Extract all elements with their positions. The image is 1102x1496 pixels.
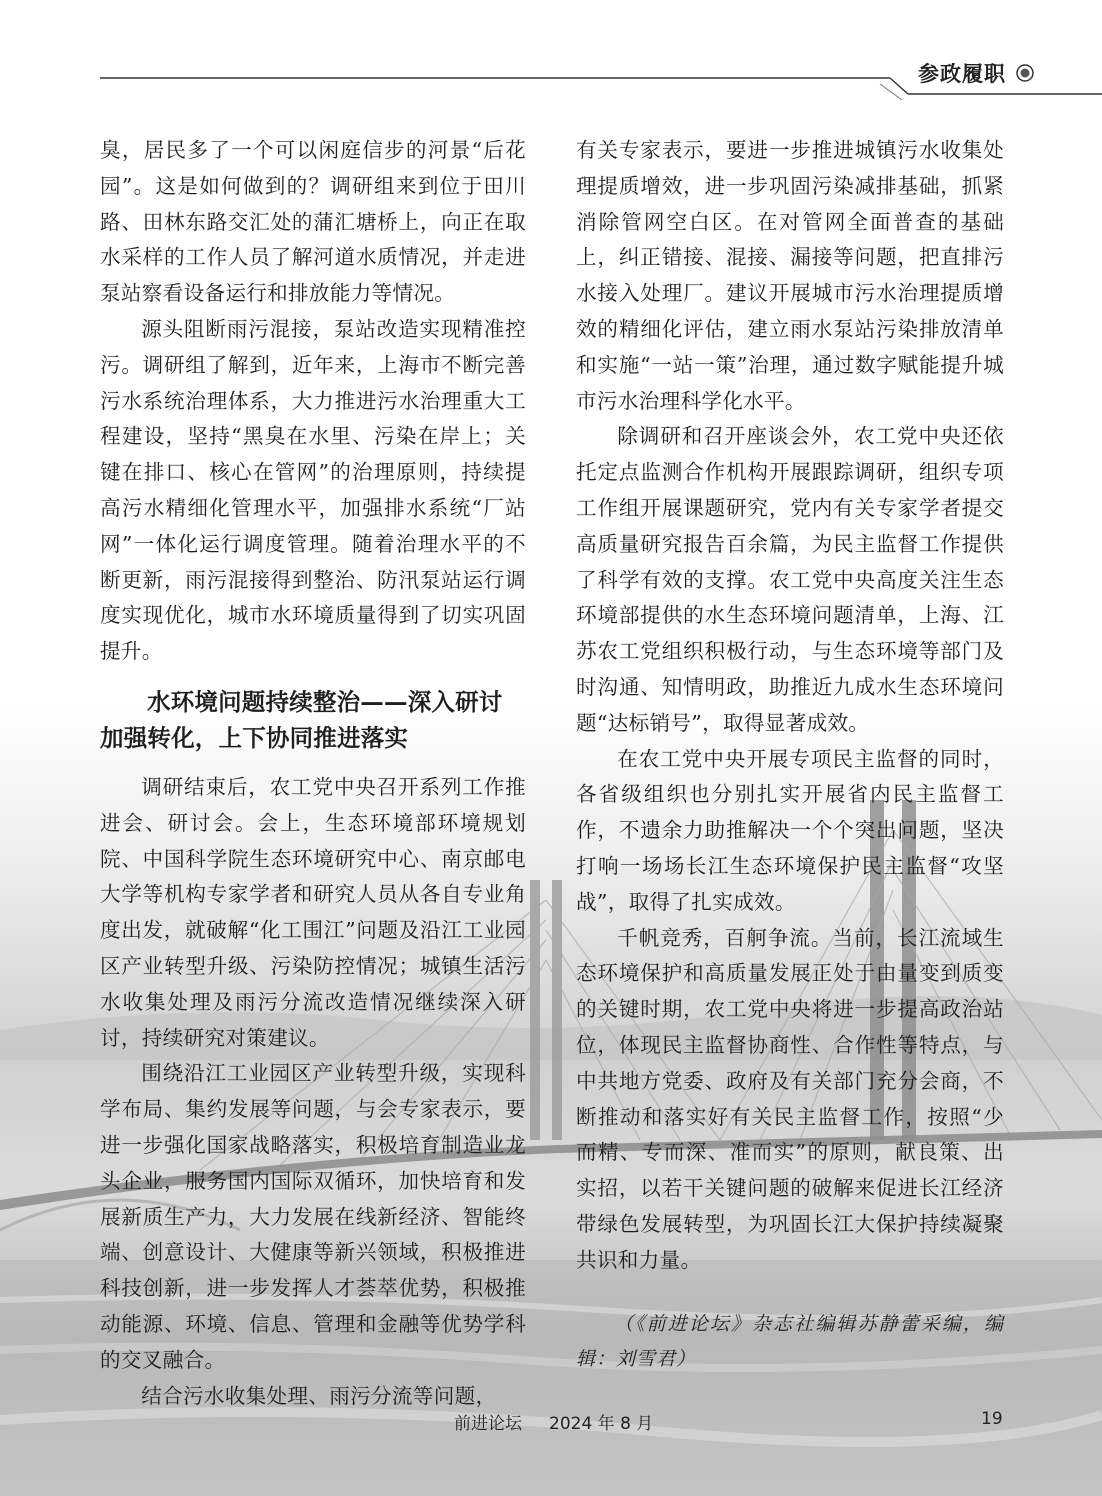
paragraph: 千帆竞秀，百舸争流。当前，长江流域生态环境保护和高质量发展正处于由量变到质变的关键时期，农工党中央将进一步提高政治站位，体现民主监督协商性、合作性等特点，与中共地方党委、政府及有关部门充分会商，不断推动和落实好有关民主监督工作，按照“少而精、专而深、准而实”的原则，献良策、出实招，以若干关键问题的破解来促进长江经济带绿色发展转型，为巩固长江大保护持续凝聚共识和力量。 xyxy=(576,925,1004,1272)
page-number: 19 xyxy=(981,1409,1003,1429)
paragraph: 除调研和召开座谈会外，农工党中央还依托定点监测合作机构开展跟踪调研，组织专项工作组开展课题研究，党内有关专家学者提交高质量研究报告百余篇，为民主监督工作提供了科学有效的支撑。农工党中央高度关注生态环境部提供的水生态环境问题清单，上海、江苏农工党组织积极行动，与生态环境等部门及时沟通、知情明政，助推近九成水生态环境问题“达标销号”，取得显著成效。 xyxy=(576,424,1004,735)
target-circle-icon xyxy=(1016,64,1034,82)
right-column xyxy=(576,133,1004,1377)
footer-issue-date: 2024 年 8 月 xyxy=(549,1414,654,1434)
footer-magazine-name: 前进论坛 xyxy=(454,1414,522,1434)
paragraph: 臭，居民多了一个可以闲庭信步的河景“后花园”。这是如何做到的？调研组来到位于田川路、田林东路交汇处的蒲汇塘桥上，向正在取水采样的工作人员了解河道水质情况，并走进泵站察看设备运行和排放能力等情况。 xyxy=(100,138,526,306)
paragraph: 围绕沿江工业园区产业转型升级，实现科学布局、集约发展等问题，与会专家表示，要进一步强化国家战略落实，积极培育制造业龙头企业，服务国内国际双循环，加快培育和发展新质生产力，大力发展在线新经济、智能终端、创意设计、大健康等新兴领域，积极推进科技创新，进一步发挥人才荟萃优势，积极推动能源、环境、信息、管理和金融等优势学科的交叉融合。 xyxy=(100,1061,526,1372)
section-label: 参政履职 xyxy=(918,62,1006,86)
paragraph: 调研结束后，农工党中央召开系列工作推进会、研讨会。会上，生态环境部环境规划院、中国科学院生态环境研究中心、南京邮电大学等机构专家学者和研究人员从各自专业角度出发，就破解“化工围江”问题及沿江工业园区产业转型升级、污染防控情况；城镇生活污水收集处理及雨污分流改造情况继续深入研讨，持续研究对策建议。 xyxy=(100,774,526,1050)
paragraph: 有关专家表示，要进一步推进城镇污水收集处理提质增效，进一步巩固污染减排基础，抓紧消除管网空白区。在对管网全面普查的基础上，纠正错接、混接、漏接等问题，把直排污水接入处理厂。建议开展城市污水治理提质增效的精细化评估，建立雨水泵站污染排放清单和实施“一站一策”治理，通过数字赋能提升城市污水治理科学化水平。 xyxy=(576,138,1004,413)
paragraph: 源头阻断雨污混接，泵站改造实现精准控污。调研组了解到，近年来，上海市不断完善污水系统治理体系，大力推进污水治理重大工程建设，坚持“黑臭在水里、污染在岸上；关键在排口、核心在管网”的治理原则，持续提高污水精细化管理水平，加强排水系统“厂站网”一体化运行调度管理。随着治理水平的不断更新，雨污混接得到整治、防汛泵站运行调度实现优化，城市水环境质量得到了切实巩固提升。 xyxy=(100,316,526,664)
section-subheading: 水环境问题持续整治——深入研讨加强转化，上下协同推进落实 xyxy=(100,687,503,752)
paragraph: 在农工党中央开展专项民主监督的同时，各省级组织也分别扎实开展省内民主监督工作，不遗余力助推解决一个个突出问题，坚决打响一场场长江生态环境保护民主监督“攻坚战”，取得了扎实成效。 xyxy=(576,746,1004,914)
editor-credit: （《前进论坛》杂志社编辑苏静蕾采编，编辑：刘雪君） xyxy=(576,1312,1004,1370)
paragraph: 结合污水收集处理、雨污分流等问题， xyxy=(141,1383,497,1408)
left-column xyxy=(100,133,526,1414)
